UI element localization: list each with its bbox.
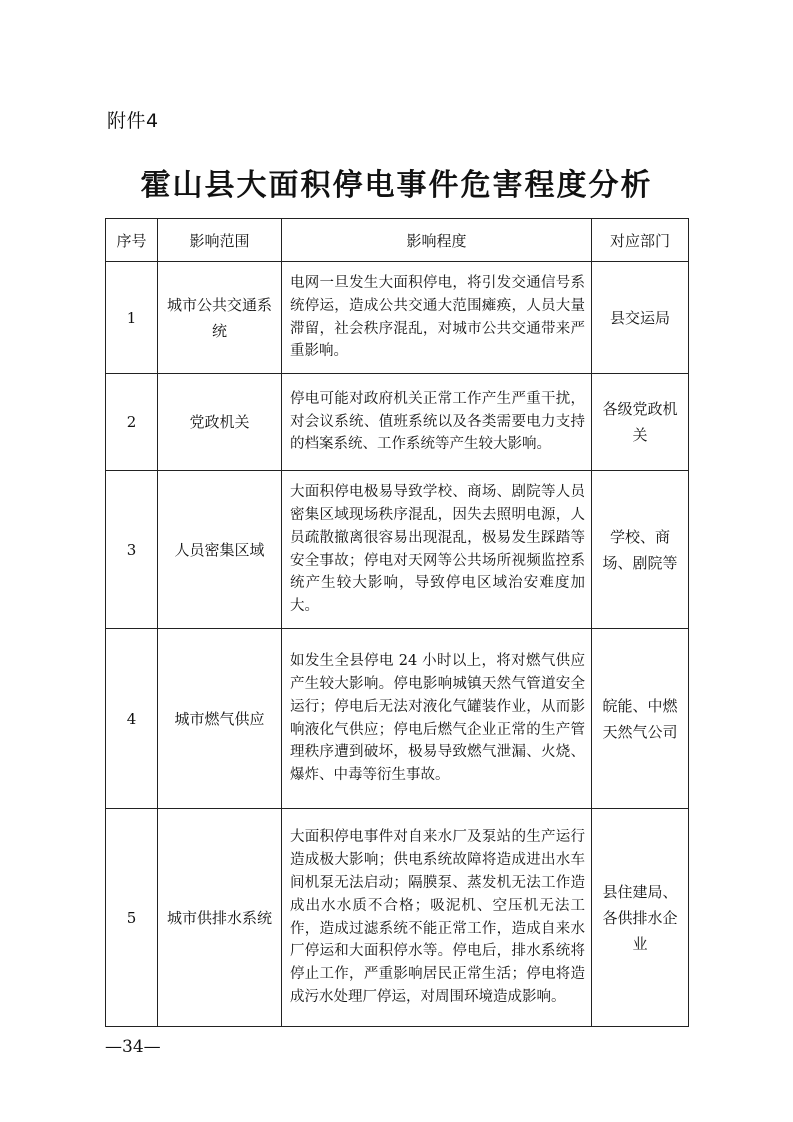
row-dept: 各级党政机关 [592, 374, 689, 471]
row-no: 5 [106, 809, 158, 1027]
table-row [106, 809, 689, 1027]
header-no: 序号 [106, 219, 158, 262]
row-dept: 皖能、中燃天然气公司 [592, 629, 689, 809]
row-scope: 城市公共交通系统 [158, 262, 282, 374]
header-dept: 对应部门 [592, 219, 689, 262]
page-number: —34— [105, 1037, 161, 1057]
header-scope: 影响范围 [158, 219, 282, 262]
row-scope: 城市供排水系统 [158, 809, 282, 1027]
document-title: 霍山县大面积停电事件危害程度分析 [140, 168, 653, 203]
row-impact: 大面积停电极易导致学校、商场、剧院等人员密集区域现场秩序混乱，因失去照明电源，人员疏散撤离很容易出现混乱，极易发生踩踏等安全事故；停电对天网等公共场所视频监控系统产生较大影响，导致停电区域治安难度加大。 [282, 471, 592, 629]
table-row [106, 471, 689, 629]
row-no: 2 [106, 374, 158, 471]
row-dept: 县住建局、各供排水企业 [592, 809, 689, 1027]
row-scope: 党政机关 [158, 374, 282, 471]
row-dept: 县交运局 [592, 262, 689, 374]
attachment-label: 附件4 [107, 110, 159, 132]
table-row [106, 374, 689, 471]
row-no: 3 [106, 471, 158, 629]
table-header-row [106, 219, 689, 262]
header-impact: 影响程度 [282, 219, 592, 262]
table-row [106, 262, 689, 374]
row-scope: 城市燃气供应 [158, 629, 282, 809]
row-impact: 电网一旦发生大面积停电，将引发交通信号系统停运，造成公共交通大范围瘫痪，人员大量滞留，社会秩序混乱，对城市公共交通带来严重影响。 [282, 262, 592, 374]
row-no: 1 [106, 262, 158, 374]
table-row [106, 629, 689, 809]
row-dept: 学校、商场、剧院等 [592, 471, 689, 629]
row-impact: 大面积停电事件对自来水厂及泵站的生产运行造成极大影响；供电系统故障将造成进出水车间机泵无法启动；隔膜泵、蒸发机无法工作造成出水水质不合格；吸泥机、空压机无法工作，造成过滤系统不能正常工作，造成自来水厂停运和大面积停水等。停电后，排水系统将停止工作，严重影响居民正常生活；停电将造成污水处理厂停运，对周围环境造成影响。 [282, 809, 592, 1027]
row-no: 4 [106, 629, 158, 809]
impact-analysis-table [105, 218, 689, 1027]
row-impact: 停电可能对政府机关正常工作产生严重干扰，对会议系统、值班系统以及各类需要电力支持的档案系统、工作系统等产生较大影响。 [282, 374, 592, 471]
row-impact: 如发生全县停电 24 小时以上，将对燃气供应产生较大影响。停电影响城镇天然气管道安全运行；停电后无法对液化气罐装作业，从而影响液化气供应；停电后燃气企业正常的生产管理秩序遭到破坏，极易导致燃气泄漏、火烧、爆炸、中毒等衍生事故。 [282, 629, 592, 809]
row-scope: 人员密集区域 [158, 471, 282, 629]
